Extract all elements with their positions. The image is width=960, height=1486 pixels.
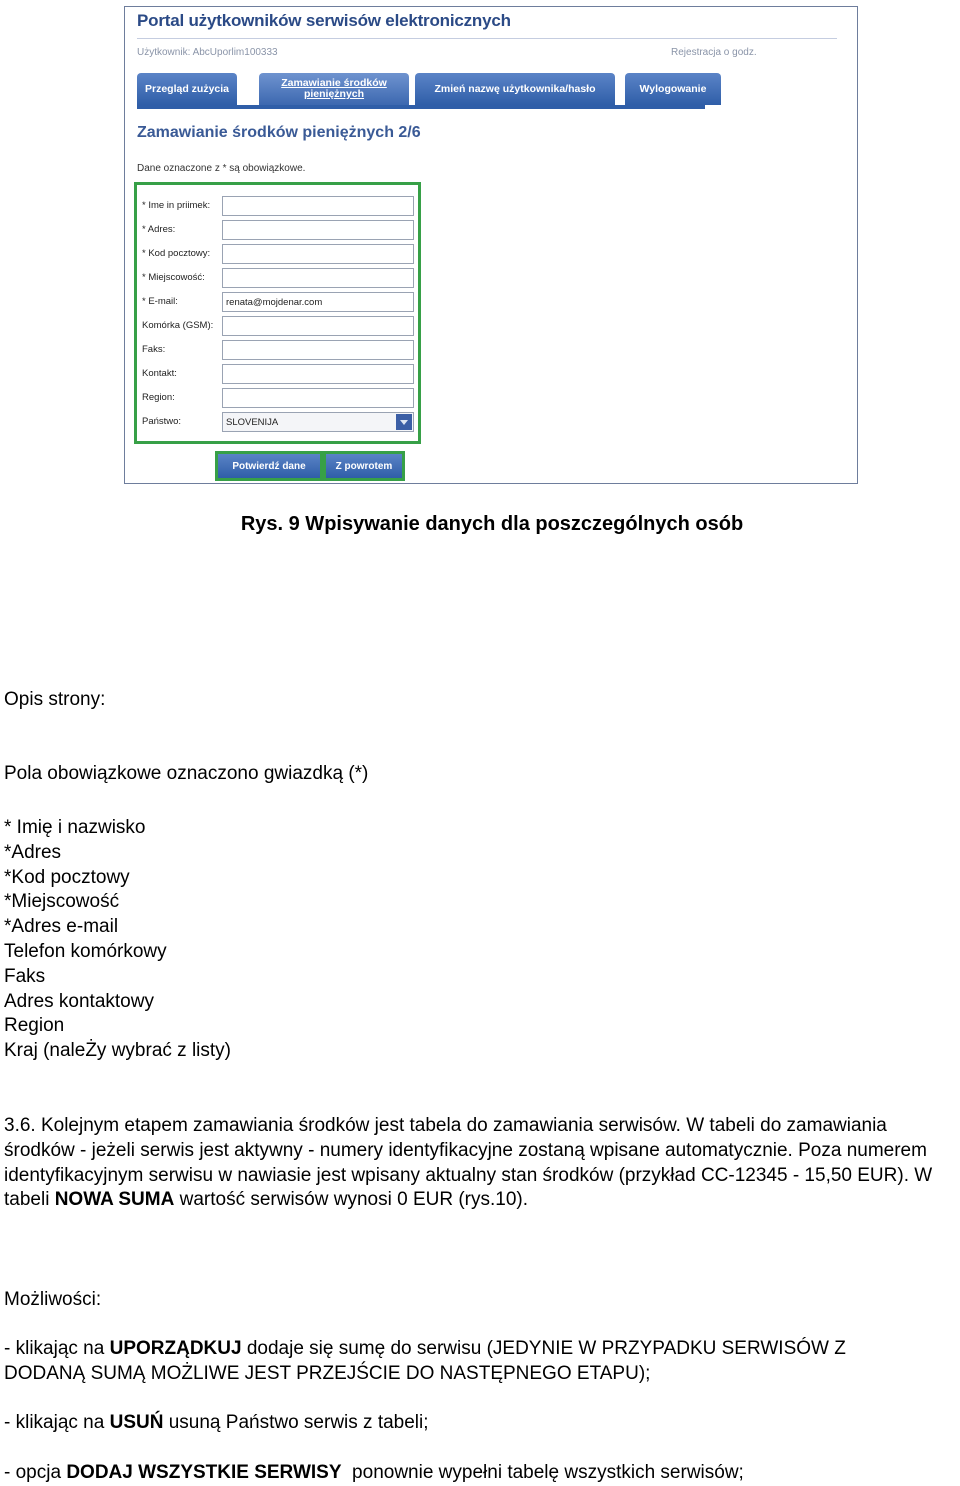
option-item (4, 1461, 956, 1486)
option-text: usuną Państwo serwis z tabeli; (163, 1412, 429, 1433)
field-label: Państwo: (142, 416, 182, 427)
tab-change-credentials[interactable]: Zmień nazwę użytkownika/hasło (415, 73, 615, 105)
field-label: * Ime in priimek: (142, 200, 211, 211)
nav-underline (137, 105, 705, 109)
tab-logout[interactable]: Wylogowanie (625, 73, 721, 105)
field-label: Kontakt: (142, 368, 177, 379)
list-item: Kraj (naleŻy wybrać z listy) (4, 1040, 231, 1062)
name-field[interactable] (222, 196, 414, 216)
form-row-country (137, 412, 418, 434)
email-field[interactable]: renata@mojdenar.com (222, 292, 414, 312)
form-row-postcode (137, 244, 418, 266)
possibilities-heading: Możliwości: (4, 1289, 102, 1310)
paragraph-text: wartość serwisów wynosi 0 EUR (rys.10). (174, 1189, 529, 1211)
list-item: Telefon komórkowy (4, 940, 167, 962)
form-row-email (137, 292, 418, 314)
required-note: Dane oznaczone z * są obowiązkowe. (137, 163, 306, 174)
portal-screenshot (124, 6, 858, 484)
field-list (4, 816, 231, 1064)
page-heading: Zamawianie środków pieniężnych 2/6 (137, 124, 421, 141)
list-item: * Imię i nazwisko (4, 817, 146, 838)
form-row-name (137, 196, 418, 218)
list-item: Faks (4, 965, 46, 987)
list-item: Adres kontaktowy (4, 990, 154, 1012)
contact-form (134, 182, 421, 444)
session-link[interactable]: Rejestracja o godz. (671, 47, 757, 58)
country-select[interactable] (222, 412, 414, 432)
contact-field[interactable] (222, 364, 414, 384)
field-label: Faks: (142, 344, 166, 355)
postcode-field[interactable] (222, 244, 414, 264)
option-keyword: USUŃ (109, 1412, 164, 1433)
option-text: - opcja (4, 1462, 67, 1483)
form-row-address (137, 220, 418, 242)
tab-order-funds[interactable]: Zamawianie środków pieniężnych (259, 73, 409, 105)
main-nav (137, 73, 837, 105)
address-field[interactable] (222, 220, 414, 240)
field-label: * Miejscowość: (142, 272, 205, 283)
field-label: Komórka (GSM): (142, 320, 214, 331)
option-text: ponownie wypełni tabelę wszystkich serwisów; (341, 1462, 744, 1483)
form-row-region (137, 388, 418, 410)
fax-field[interactable] (222, 340, 414, 360)
dropdown-arrow-icon[interactable] (396, 414, 412, 430)
option-item (4, 1411, 956, 1436)
option-text: dodaje się sumę do serwisu (JEDYNIE W PRZYPADKU SERWISÓW Z DODANĄ SUMĄ MOŻLIWE JEST PRZEJŚCIE DO NASTĘPNEGO ETAPU); (4, 1338, 846, 1384)
back-button[interactable]: Z powrotem (323, 451, 405, 481)
list-item: Region (4, 1015, 65, 1037)
tab-usage-overview[interactable]: Przegląd zużycia (137, 73, 237, 105)
form-row-contact (137, 364, 418, 386)
country-select-value: SLOVENIJA (226, 417, 279, 428)
required-fields-note: Pola obowiązkowe oznaczono gwiazdką (*) (4, 763, 369, 784)
field-label: * E-mail: (142, 296, 178, 307)
mobile-field[interactable] (222, 316, 414, 336)
paragraph-text: 3.6. Kolejnym etapem zamawiania środków jest tabela do zamawiania serwisów. W tabeli do zamawiania środków - jeżeli serwis jest aktywny - numery identyfikacyjne zostaną wpisane automatycznie. Poza numerem identyfikacyjnym serwisu w nawiasie jest wpisany aktualny stan środków (przykład CC-12345 - 15,50 EUR). W tabeli (4, 1115, 933, 1211)
user-label: Użytkownik: AbcUporlim100333 (137, 47, 278, 58)
portal-title: Portal użytkowników serwisów elektronicznych (137, 11, 511, 30)
list-item: *Kod pocztowy (4, 866, 130, 888)
form-row-city (137, 268, 418, 290)
figure-caption: Rys. 9 Wpisywanie danych dla poszczególnych osób (240, 513, 744, 535)
form-row-fax (137, 340, 418, 362)
region-field[interactable] (222, 388, 414, 408)
section-3-6-paragraph (4, 1114, 956, 1213)
field-label: Region: (142, 392, 175, 403)
list-item: *Miejscowość (4, 891, 120, 913)
option-text: - klikając na (4, 1412, 110, 1433)
option-keyword: DODAJ WSZYSTKIE SERWISY (66, 1462, 342, 1483)
description-heading: Opis strony: (4, 689, 106, 710)
form-row-mobile (137, 316, 418, 338)
field-label: * Adres: (142, 224, 176, 235)
confirm-data-button[interactable]: Potwierdź dane (215, 451, 323, 481)
option-item (4, 1337, 904, 1387)
paragraph-bold: NOWA SUMA (54, 1189, 175, 1211)
list-item: *Adres e-mail (4, 916, 119, 938)
title-divider (137, 38, 837, 39)
field-label: * Kod pocztowy: (142, 248, 211, 259)
option-text: - klikając na (4, 1338, 110, 1359)
option-keyword: UPORZĄDKUJ (109, 1338, 242, 1359)
list-item: *Adres (4, 841, 62, 863)
city-field[interactable] (222, 268, 414, 288)
